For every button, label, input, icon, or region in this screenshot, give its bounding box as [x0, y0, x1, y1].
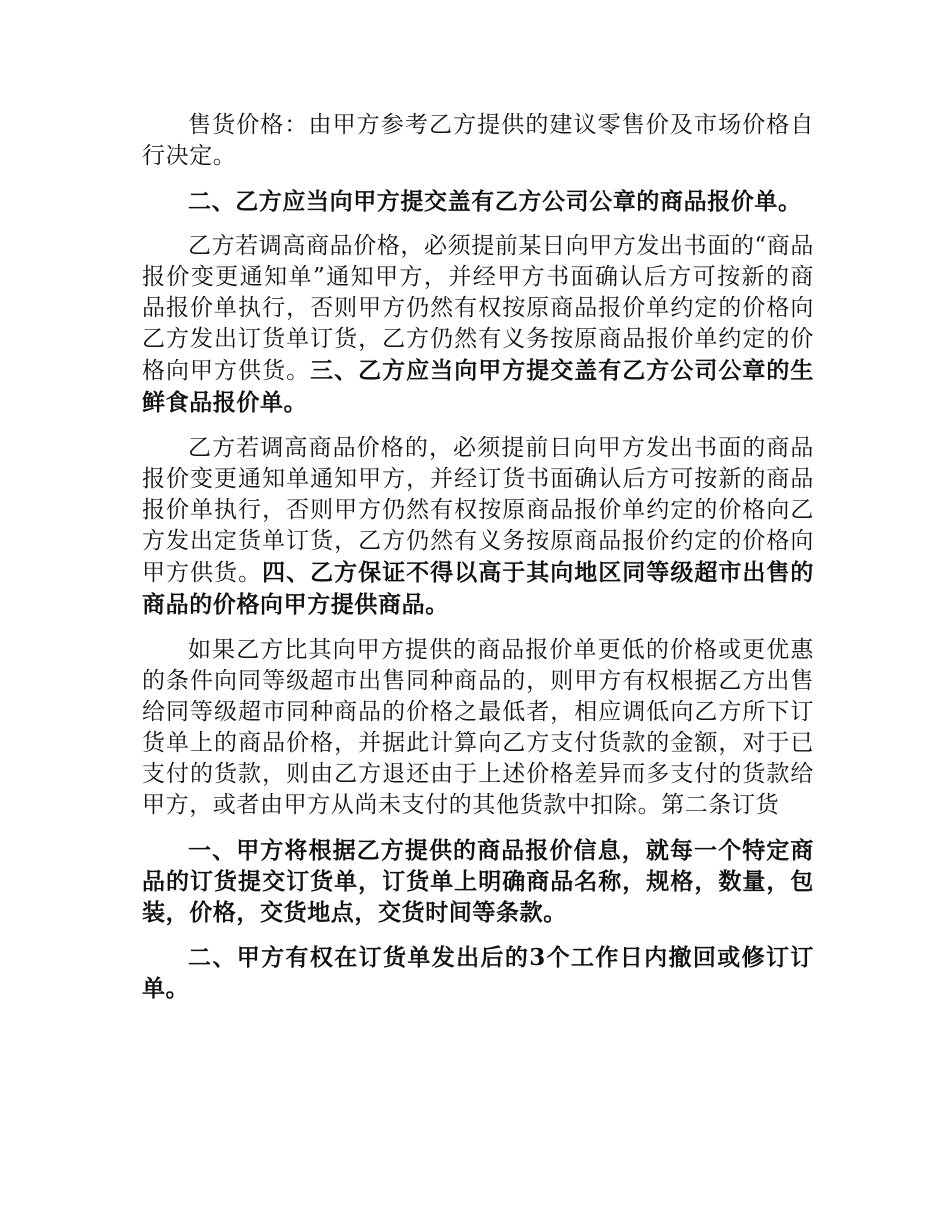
- document-page: [142, 110, 814, 1018]
- paragraph-text: 如果乙方比其向甲方提供的商品报价单更低的价格或更优惠的条件向同等级超市出售同种商品的，则甲方有权根据乙方出售给同等级超市同种商品的价格之最低者，相应调低向乙方所下订货单上的商品价格，并据此计算向乙方支付货款的金额，对于已支付的货款，则由乙方退还由于上述价格差异而多支付的货款给甲方，或者由甲方从尚未支付的其他货款中扣除。第二条订货: [142, 637, 814, 818]
- heading-text: 一、甲方将根据乙方提供的商品报价信息，就每一个特定商品的订货提交订货单，订货单上明确商品名称，规格，数量，包装，价格，交货地点，交货时间等条款。: [142, 837, 814, 926]
- heading-order-submission: [142, 835, 814, 928]
- heading-quotation-sheet: [142, 186, 814, 217]
- paragraph-text: 售货价格：由甲方参考乙方提供的建议零售价及市场价格自行决定。: [142, 112, 814, 169]
- paragraph-text: 乙方若调高商品价格，必须提前某日向甲方发出书面的“商品报价变更通知单”通知甲方，并经甲方书面确认后方可按新的商品报价单执行，否则甲方仍然有权按原商品报价单约定的价格向乙方发出订货单订货，乙方仍然有义务按原商品报价单约定的价格向甲方供货。: [142, 233, 814, 384]
- paragraph-price-change: [142, 231, 814, 419]
- inline-heading-fresh-food-quotation: 三、乙方应当向甲方提交盖有乙方公司公章的生鲜食品报价单。: [142, 357, 814, 416]
- inline-heading-price-guarantee: 四、乙方保证不得以高于其向地区同等级超市出售的商品的价格向甲方提供商品。: [142, 559, 814, 618]
- paragraph-lower-price-clause: [142, 635, 814, 821]
- heading-text: 二、乙方应当向甲方提交盖有乙方公司公章的商品报价单。: [188, 188, 802, 215]
- heading-order-revocation: [142, 942, 814, 1004]
- paragraph-sales-price: [142, 110, 814, 172]
- paragraph-fresh-price-change: [142, 433, 814, 621]
- heading-text: 二、甲方有权在订货单发出后的3个工作日内撤回或修订订单。: [142, 944, 814, 1002]
- paragraph-text: 乙方若调高商品价格的，必须提前日向甲方发出书面的商品报价变更通知单通知甲方，并经订货书面确认后方可按新的商品报价单执行，否则甲方仍然有权按原商品报价单约定的价格向乙方发出定货单订货，乙方仍然有义务按原商品报价约定的价格向甲方供货。: [142, 435, 814, 586]
